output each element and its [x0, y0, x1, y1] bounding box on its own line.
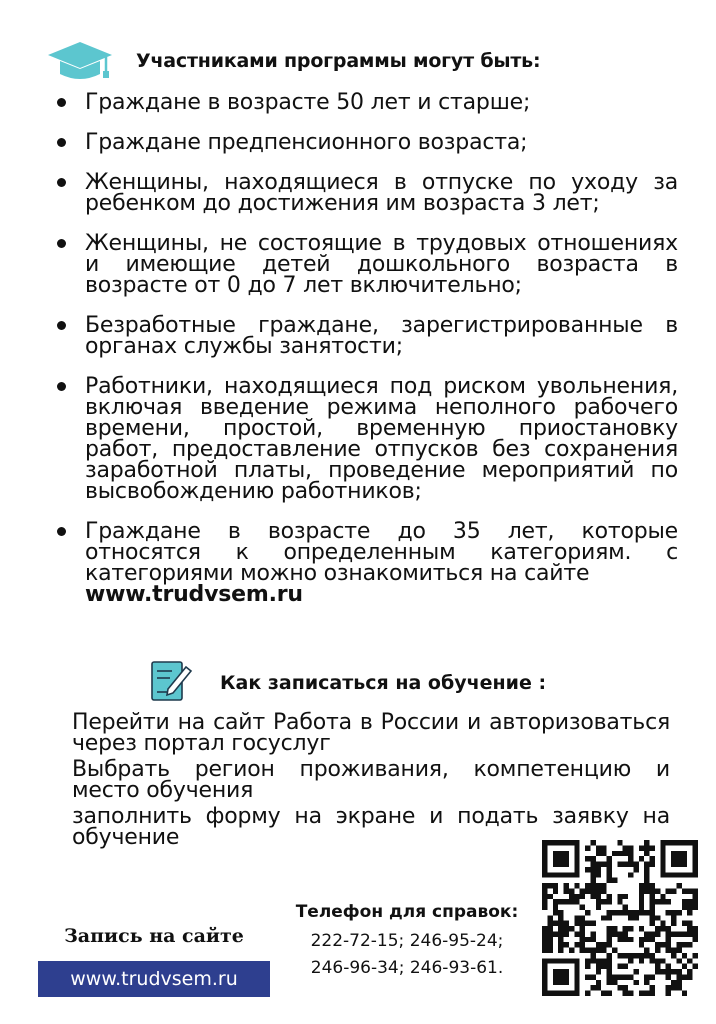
- graduation-cap-icon: [46, 40, 114, 84]
- participants-header: [46, 36, 666, 86]
- bullet-dot: [57, 178, 66, 187]
- list-item: [52, 521, 678, 605]
- list-item: [52, 233, 678, 296]
- list-item: [52, 172, 678, 214]
- step-text: Выбрать регион проживания, компетенцию и место обучения: [72, 757, 670, 803]
- signup-steps: [72, 712, 670, 853]
- step-text: заполнить форму на экране и подать заявку на обучение: [72, 804, 670, 850]
- qr-code: [542, 840, 698, 996]
- phone-numbers-1: 222-72-15; 246-95-24;: [310, 931, 504, 951]
- bullet-dot: [57, 239, 66, 248]
- bullet-dot: [57, 382, 66, 391]
- bullet-dot: [57, 321, 66, 330]
- list-item-text: Женщины, находящиеся в отпуске по уходу за ребенком до достижения им возраста 3 лет;: [85, 170, 678, 216]
- bullet-dot: [57, 98, 66, 107]
- bullet-dot: [57, 527, 66, 536]
- list-item-text: Граждане в возрасте до 35 лет, которые относятся к определенным категориям. с категориями можно ознакомиться на сайте: [85, 519, 678, 586]
- signup-header: [148, 656, 648, 706]
- phone-numbers-2: 246-96-34; 246-93-61.: [310, 958, 504, 978]
- list-item: [52, 132, 678, 153]
- list-item: [52, 315, 678, 357]
- list-item-text: Женщины, не состоящие в трудовых отношениях и имеющие детей дошкольного возраста в возрасте от 0 до 7 лет включительно;: [85, 231, 678, 298]
- site-banner-link[interactable]: www.trudvsem.ru: [38, 961, 270, 997]
- trudvsem-link[interactable]: www.trudvsem.ru: [85, 582, 303, 607]
- participants-list: [52, 92, 678, 624]
- list-item-text: Безработные граждане, зарегистрированные в органах службы занятости;: [85, 313, 678, 359]
- list-item: [52, 376, 678, 502]
- signup-caption: Запись на сайте: [64, 925, 244, 947]
- phone-block: [282, 902, 532, 982]
- bullet-dot: [57, 138, 66, 147]
- signup-title: Как записаться на обучение :: [220, 672, 547, 694]
- document-pen-icon: [148, 658, 194, 704]
- signup-block: [38, 925, 270, 997]
- participants-title: Участниками программы могут быть:: [136, 50, 541, 72]
- list-item: [52, 92, 678, 113]
- list-item-text: Работники, находящиеся под риском увольнения, включая введение режима неполного рабочего времени, простой, временную приостановку работ, предоставление отпусков без сохранения заработной платы, проведение мероприятий по высвобождению работников;: [85, 374, 678, 504]
- list-item-text: Граждане в возрасте 50 лет и старше;: [85, 90, 531, 115]
- phone-title: Телефон для справок:: [295, 902, 519, 922]
- list-item-text: Граждане предпенсионного возраста;: [85, 130, 528, 155]
- step-text: Перейти на сайт Работа в России и авторизоваться через портал госуслуг: [72, 710, 670, 756]
